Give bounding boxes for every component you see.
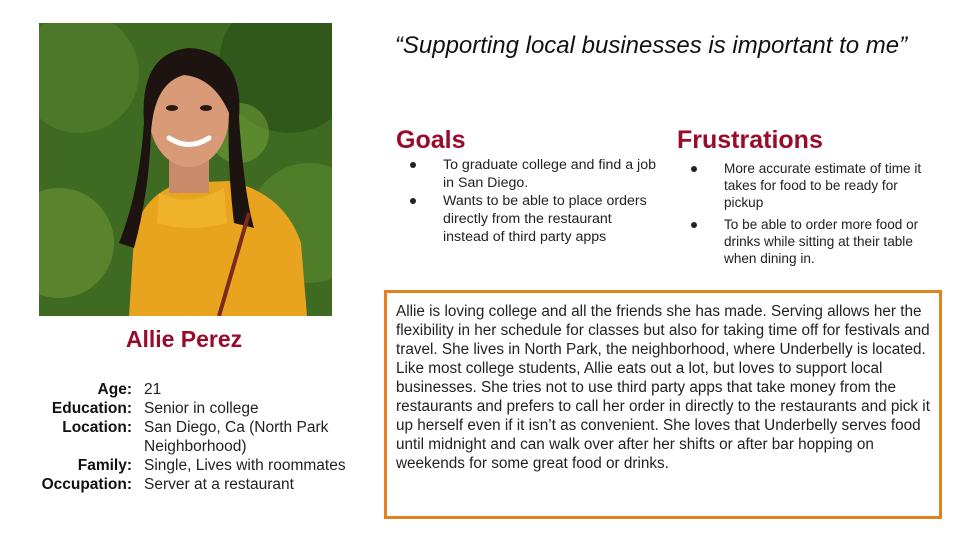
fact-label: Age: [97, 381, 132, 398]
persona-photo [39, 23, 332, 316]
fact-value: San Diego, Ca (North Park Neighborhood) [144, 419, 329, 455]
fact-value: Senior in college [144, 400, 259, 417]
fact-row-location [0, 418, 384, 456]
fact-label: Occupation: [41, 476, 132, 493]
bullet-icon [410, 162, 416, 168]
persona-quote: “Supporting local businesses is important to me” [394, 32, 908, 59]
frustration-text: More accurate estimate of time it takes for food to be ready for pickup [724, 161, 922, 210]
fact-label: Location: [62, 419, 132, 436]
fact-row-occupation [0, 475, 384, 494]
goals-list [396, 156, 656, 246]
fact-row-age [0, 380, 384, 399]
fact-row-family [0, 456, 384, 475]
bullet-icon [691, 166, 697, 172]
goal-text: Wants to be able to place orders directly from the restaurant instead of third party apps [443, 193, 647, 245]
frustrations-heading: Frustrations [677, 126, 823, 154]
frustrations-list [677, 160, 937, 272]
fact-row-education [0, 399, 384, 418]
list-item [677, 216, 937, 267]
fact-label: Family: [77, 457, 132, 474]
persona-name: Allie Perez [125, 326, 243, 352]
fact-label: Education: [51, 400, 132, 417]
bullet-icon [691, 222, 697, 228]
goals-heading: Goals [396, 126, 466, 154]
persona-bio: Allie is loving college and all the friends she has made. Serving allows her the flexibility in her schedule for classes but also for taking time off for festivals and travel. She lives in North Park, the neighborhood, where Underbelly is located. Like most college students, Allie eats out a lot, but loves to support local businesses. She tries not to use third party apps that take money from the restaurants and prefers to call her order in directly to the restaurants and pick it up herself even if it isn’t as convenient. She loves that Underbelly serves food until midnight and can walk over after her shifts or after bar hopping on weekends for some great food or drinks. [384, 290, 942, 519]
fact-value: Server at a restaurant [144, 476, 294, 493]
bullet-icon [410, 198, 416, 204]
fact-value: 21 [144, 381, 162, 398]
list-item [677, 160, 937, 211]
list-item [396, 156, 656, 192]
persona-facts [0, 380, 384, 494]
fact-value: Single, Lives with roommates [144, 457, 346, 474]
list-item [396, 192, 656, 246]
frustration-text: To be able to order more food or drinks while sitting at their table when dining in. [724, 217, 919, 266]
goal-text: To graduate college and find a job in San Diego. [443, 157, 656, 191]
